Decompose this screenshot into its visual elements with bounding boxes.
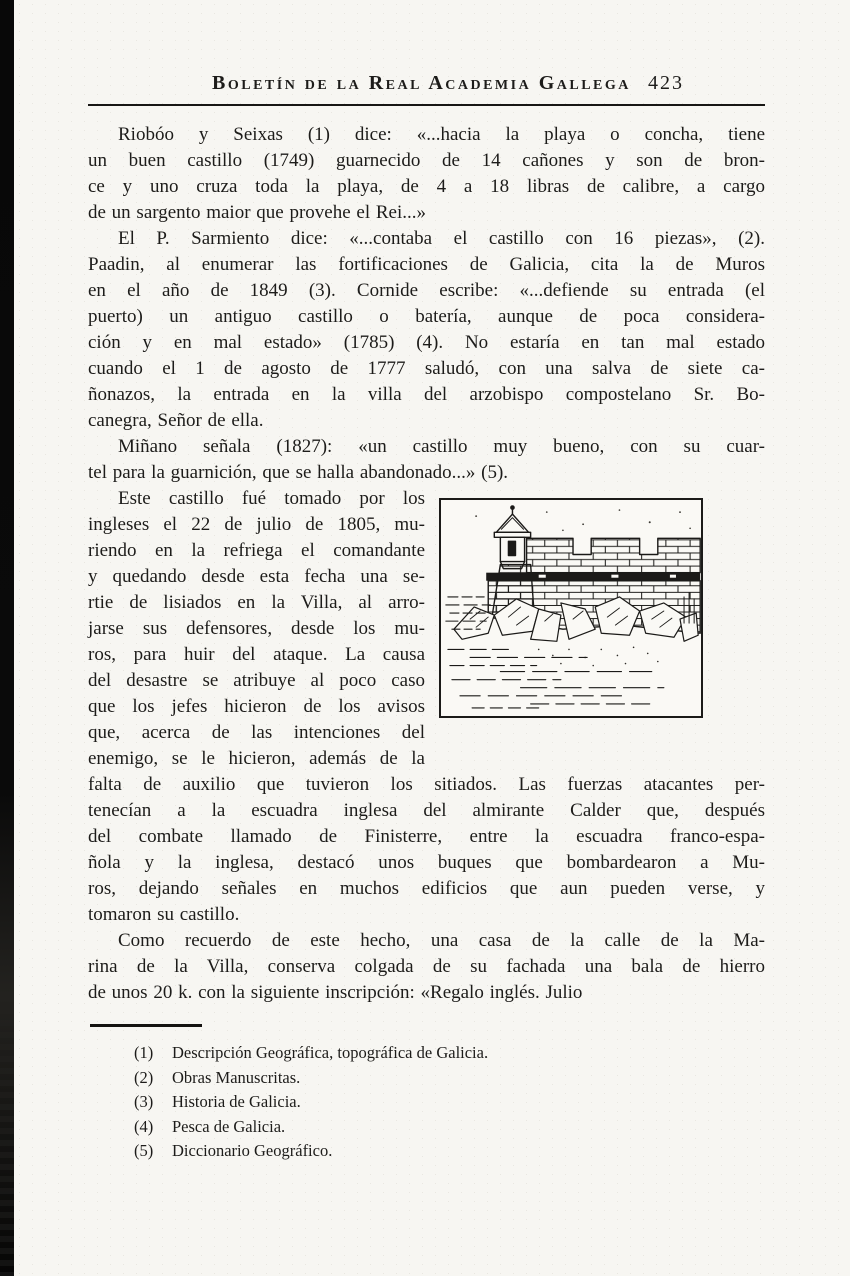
text-line: y quedando desde esta fecha una se-: [88, 566, 425, 587]
text-line: tenecían a la escuadra inglesa del almirante Calder que, después: [88, 800, 765, 821]
text-line: puerto) un antiguo castillo o batería, aunque de poca considera-: [88, 306, 765, 327]
text-line: Como recuerdo de este hecho, una casa de la calle de la Ma-: [118, 930, 765, 951]
page-number: 423: [648, 72, 684, 94]
paragraph: [88, 226, 765, 434]
text-line: Riobóo y Seixas (1) dice: «...hacia la playa o concha, tiene: [118, 124, 765, 145]
text-line: Este castillo fué tomado por los: [118, 488, 425, 509]
text-line: Miñano señala (1827): «un castillo muy bueno, con su cuar-: [118, 436, 765, 457]
spray-dots: [538, 647, 659, 667]
page-header: [88, 72, 765, 98]
text-line: ros, dejando señales en muchos edificios que aun pueden verse, y: [88, 878, 765, 899]
text-line: un buen castillo (1749) guarnecido de 14 cañones y son de bron-: [88, 150, 765, 171]
text-line: ción y en mal estado» (1785) (4). No estaría en tan mal estado: [88, 332, 765, 353]
text-line: jarse sus defensores, desde los mu-: [88, 618, 425, 639]
text-line: Paadin, al enumerar las fortificaciones de Galicia, cita la de Muros: [88, 254, 765, 275]
text-line: riendo en la refriega el comandante: [88, 540, 425, 561]
text-line: del desastre se atribuye al poco caso: [88, 670, 425, 691]
paragraph: [88, 122, 765, 226]
sentry-turret: [494, 506, 530, 569]
text-line: rtie de lisiados en la Villa, al arro-: [88, 592, 425, 613]
footnote-number: (5): [134, 1141, 154, 1160]
text-line: del combate llamado de Finisterre, entre la escuadra franco-espa-: [88, 826, 765, 847]
text-line: falta de auxilio que tuvieron los sitiados. Las fuerzas atacantes per-: [88, 774, 765, 795]
footnote-number: (4): [134, 1116, 154, 1136]
text-line: que, acerca de las intenciones del: [88, 722, 425, 743]
text-line: ñola y la inglesa, destacó unos buques que bombardearon a Mu-: [88, 852, 765, 873]
paragraph: [88, 486, 765, 928]
text-line: de un sargento maior que provehe el Rei...»: [88, 202, 426, 223]
footnote-text: Pesca de Galicia.: [172, 1116, 286, 1136]
text-line: ce y uno cruza toda la playa, de 4 a 18 libras de calibre, a cargo: [88, 176, 765, 197]
footnote-rule: [90, 1024, 202, 1027]
scan-edge-bar: [0, 0, 14, 1276]
text-line: tomaron su castillo.: [88, 904, 240, 925]
journal-title: Boletín de la Real Academia Gallega: [212, 72, 631, 94]
text-line: que los jefes hicieron de los avisos: [88, 696, 425, 717]
footnote-text: Historia de Galicia.: [172, 1092, 301, 1111]
text-line: El P. Sarmiento dice: «...contaba el castillo con 16 piezas», (2).: [118, 228, 765, 249]
footnote: [134, 1115, 765, 1140]
text-line: cuando el 1 de agosto de 1777 saludó, con una salva de siete ca-: [88, 358, 765, 379]
page-content: [88, 0, 765, 1164]
castle-engraving-drawing: [441, 500, 701, 716]
footnote-text: Obras Manuscritas.: [172, 1067, 301, 1087]
text-line: tel para la guarnición, que se halla abandonado...» (5).: [88, 462, 509, 483]
water-foreground: [448, 649, 664, 708]
text-line: ros, para huir del ataque. La causa: [88, 644, 425, 665]
paragraph: [88, 928, 765, 1006]
footnotes: [88, 1041, 765, 1164]
footnote-text: Diccionario Geográfico.: [172, 1141, 333, 1160]
parapet-merlons: [527, 538, 701, 572]
text-line: rina de la Villa, conserva colgada de su fachada una bala de hierro: [88, 956, 765, 977]
footnote: [134, 1066, 765, 1091]
body-text: [88, 122, 765, 1006]
footnote-number: (3): [134, 1092, 154, 1111]
footnote-number: (1): [134, 1043, 154, 1062]
text-line: ingleses el 22 de julio de 1805, mu-: [88, 514, 425, 535]
footnote: [134, 1090, 765, 1115]
text-line: ñonazos, la entrada en la villa del arzobispo compostelano Sr. Bo-: [88, 384, 765, 405]
castle-engraving: [439, 498, 703, 718]
footnote: [134, 1139, 765, 1164]
header-rule: [88, 104, 765, 106]
footnote: [134, 1041, 765, 1066]
text-line: canegra, Señor de ella.: [88, 410, 264, 431]
paragraph: [88, 434, 765, 486]
text-line: en el año de 1849 (3). Cornide escribe: «...defiende su entrada (el: [88, 280, 765, 301]
text-line: de unos 20 k. con la siguiente inscripción: «Regalo inglés. Julio: [88, 982, 583, 1003]
footnote-number: (2): [134, 1067, 154, 1087]
footnote-text: Descripción Geográfica, topográfica de Galicia.: [172, 1043, 489, 1062]
text-line: enemigo, se le hicieron, además de la: [88, 748, 425, 769]
